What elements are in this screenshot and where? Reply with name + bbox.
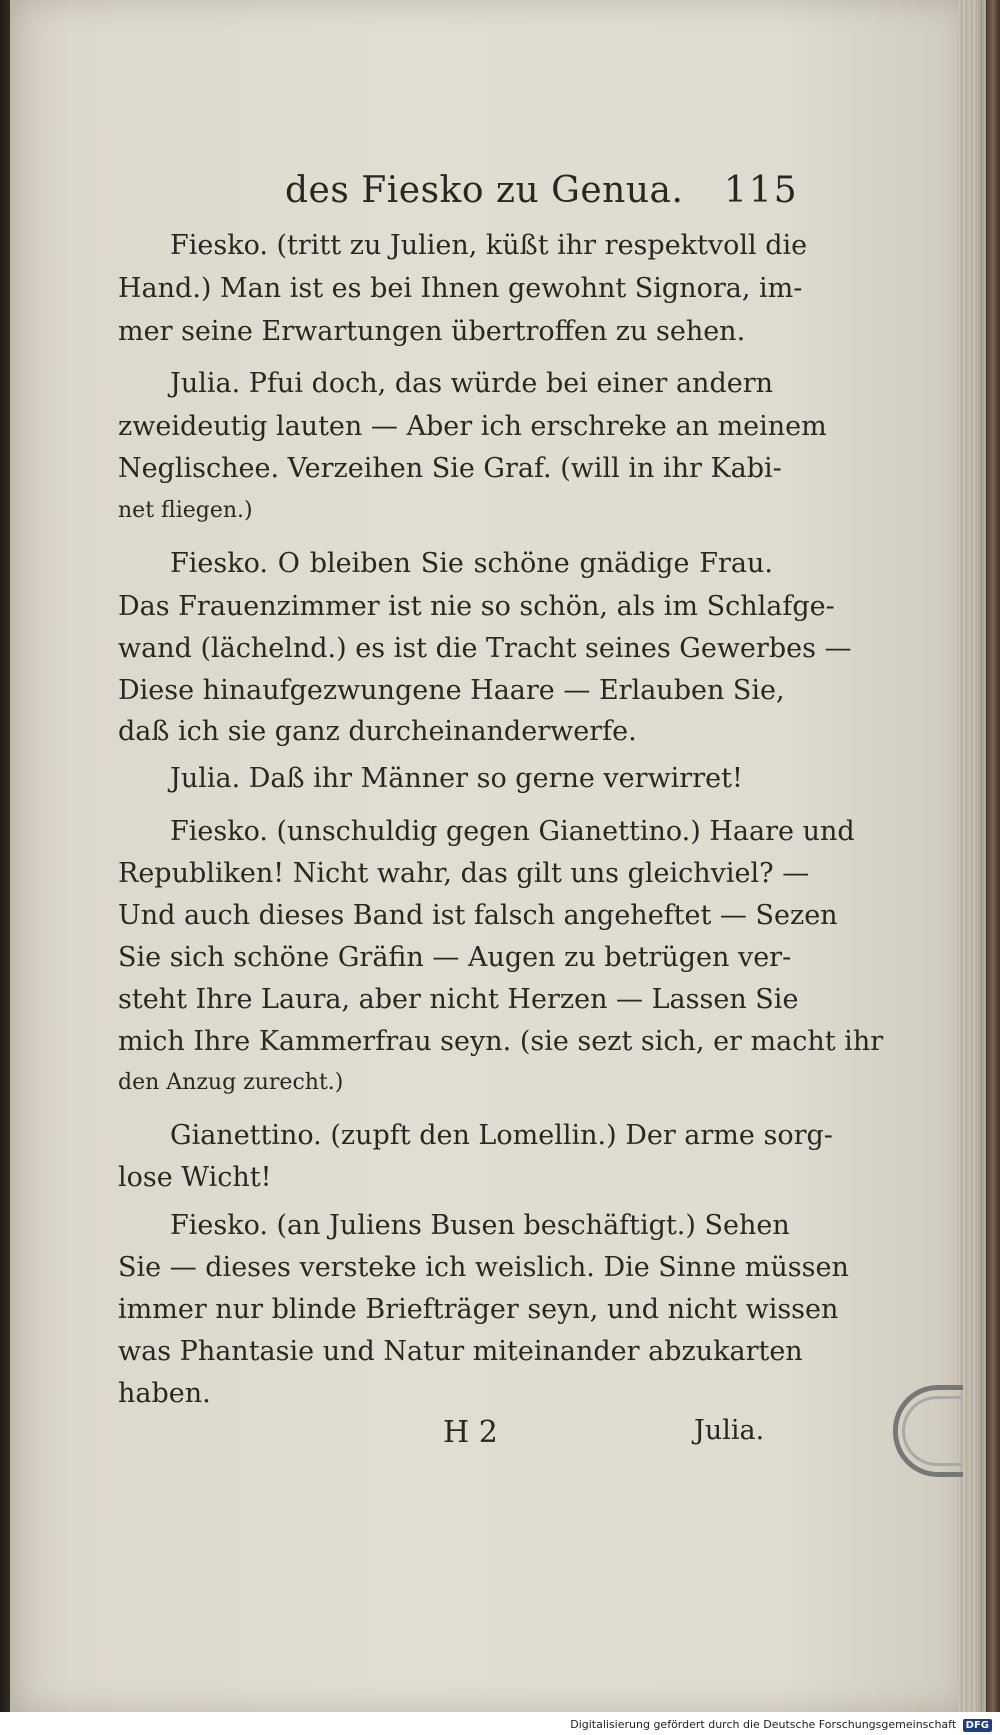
signature-mark: H 2 bbox=[443, 1415, 498, 1450]
text-line: Hand.) Man ist es bei Ihnen gewohnt Signora, im- bbox=[118, 273, 803, 304]
text-line: Gianettino. (zupft den Lomellin.) Der arme sorg- bbox=[170, 1120, 833, 1151]
text-line: Fiesko. (unschuldig gegen Gianettino.) Haare und bbox=[170, 816, 855, 847]
dfg-logo-icon: DFG bbox=[963, 1719, 992, 1732]
text-line: Julia. Daß ihr Männer so gerne verwirret! bbox=[170, 763, 743, 794]
credit-bar bbox=[0, 1712, 1000, 1735]
text-line: Neglischee. Verzeihen Sie Graf. (will in ihr Kabi- bbox=[118, 453, 782, 484]
text-line: Sie — dieses versteke ich weislich. Die Sinne müssen bbox=[118, 1252, 849, 1283]
credit-line bbox=[570, 1718, 992, 1732]
text-line: den Anzug zurecht.) bbox=[118, 1070, 344, 1095]
text-line: haben. bbox=[118, 1378, 211, 1409]
text-line: lose Wicht! bbox=[118, 1162, 272, 1193]
text-line: immer nur blinde Briefträger seyn, und nicht wissen bbox=[118, 1294, 839, 1325]
text-line: Republiken! Nicht wahr, das gilt uns gleichviel? — bbox=[118, 858, 810, 889]
text-line: Fiesko. (an Juliens Busen beschäftigt.) Sehen bbox=[170, 1210, 790, 1241]
text-line: wand (lächelnd.) es ist die Tracht seines Gewerbes — bbox=[118, 633, 852, 664]
text-line: Fiesko. O bleiben Sie schöne gnädige Frau. bbox=[170, 548, 773, 579]
text-line: Sie sich schöne Gräfin — Augen zu betrügen ver- bbox=[118, 942, 792, 973]
text-line: Julia. Pfui doch, das würde bei einer andern bbox=[170, 368, 773, 399]
text-line: mer seine Erwartungen übertroffen zu sehen. bbox=[118, 316, 746, 347]
text-line: Diese hinaufgezwungene Haare — Erlauben Sie, bbox=[118, 675, 785, 706]
text-line: was Phantasie und Natur miteinander abzukarten bbox=[118, 1336, 803, 1367]
catchword: Julia. bbox=[694, 1415, 765, 1446]
text-line: mich Ihre Kammerfrau seyn. (sie sezt sich, er macht ihr bbox=[118, 1026, 884, 1057]
text-line: steht Ihre Laura, aber nicht Herzen — Lassen Sie bbox=[118, 984, 799, 1015]
text-line: Fiesko. (tritt zu Julien, küßt ihr respektvoll die bbox=[170, 230, 808, 261]
page-number: 115 bbox=[724, 170, 799, 211]
text-line: Und auch dieses Band ist falsch angeheftet — Sezen bbox=[118, 900, 838, 931]
text-line: daß ich sie ganz durcheinanderwerfe. bbox=[118, 716, 637, 747]
text-line: zweideutig lauten — Aber ich erschreke an meinem bbox=[118, 411, 827, 442]
text-line: net fliegen.) bbox=[118, 498, 253, 523]
credit-text: Digitalisierung gefördert durch die Deutsche Forschungsgemeinschaft bbox=[570, 1718, 957, 1731]
book-cover-edge bbox=[986, 0, 1000, 1712]
text-line: Das Frauenzimmer ist nie so schön, als im Schlafge- bbox=[118, 591, 835, 622]
running-title: des Fiesko zu Genua. bbox=[285, 170, 684, 211]
